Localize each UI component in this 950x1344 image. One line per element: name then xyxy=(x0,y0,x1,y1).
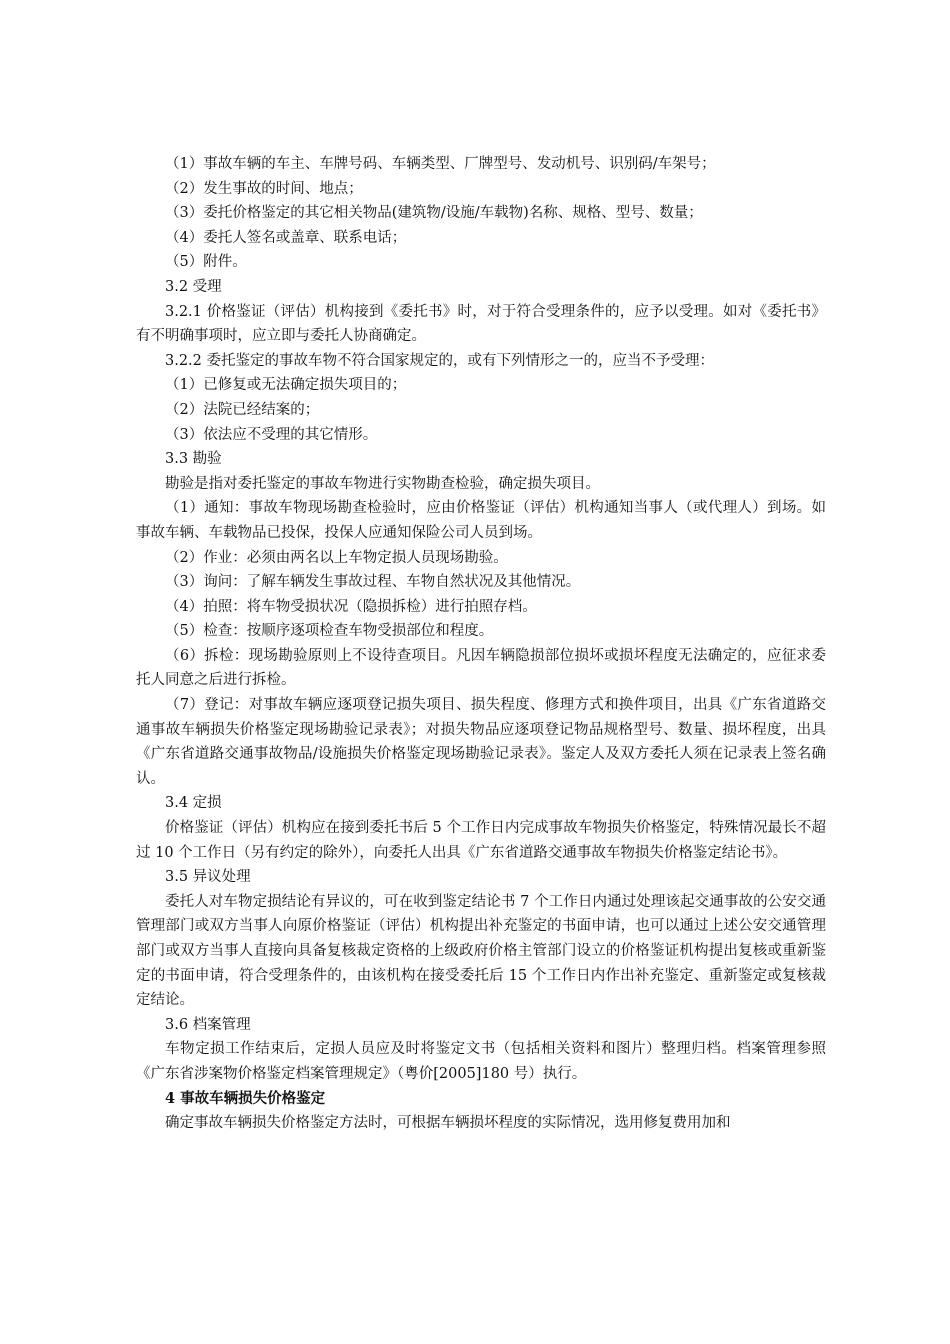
paragraph: （3）依法应不受理的其它情形。 xyxy=(165,426,378,443)
paragraph: 委托人对车物定损结论有异议的，可在收到鉴定结论书 7 个工作日内通过处理该起交通事故的公安交通管理部门或双方当事人向原价格鉴证（评估）机构提出补充鉴定的书面申请，也可以通过上述公安交通管理部门或双方当事人直接向具备复核裁定资格的上级政府价格主管部门设立的价格鉴证机构提出复核或重新鉴定的书面申请，符合受理条件的，由该机构在接受委托后 15 个工作日内作出补充鉴定、重新鉴定或复核裁定结论。 xyxy=(136,893,826,1009)
paragraph: （6）拆检：现场勘验原则上不设待查项目。凡因车辆隐损部位损坏或损坏程度无法确定的，应征求委托人同意之后进行拆检。 xyxy=(136,647,826,689)
paragraph: 确定事故车辆损失价格鉴定方法时，可根据车辆损坏程度的实际情况，选用修复费用加和 xyxy=(165,1115,731,1132)
section-heading: 3.4 定损 xyxy=(165,795,222,812)
paragraph: （2）法院已经结案的； xyxy=(165,401,320,418)
paragraph: 勘验是指对委托鉴定的事故车物进行实物勘查检验，确定损失项目。 xyxy=(165,475,600,492)
paragraph: （5）检查：按顺序逐项检查车物受损部位和程度。 xyxy=(165,623,494,640)
paragraph: （2）发生事故的时间、地点； xyxy=(165,180,363,197)
paragraph: （4）委托人签名或盖章、联系电话； xyxy=(165,229,407,246)
paragraph: 3.2.2 委托鉴定的事故车物不符合国家规定的，或有下列情形之一的，应当不予受理： xyxy=(165,352,715,369)
paragraph: （4）拍照：将车物受损状况（隐损拆检）进行拍照存档。 xyxy=(165,598,537,615)
document-page xyxy=(136,152,826,1136)
paragraph: （3）询问：了解车辆发生事故过程、车物自然状况及其他情况。 xyxy=(165,574,581,591)
paragraph: 车物定损工作结束后，定损人员应及时将鉴定文书（包括相关资料和图片）整理归档。档案管理参照《广东省涉案物价格鉴定档案管理规定》（粤价[2005]180 号）执行。 xyxy=(136,1041,826,1082)
chapter-heading: 4 事故车辆损失价格鉴定 xyxy=(165,1089,326,1107)
section-heading: 3.6 档案管理 xyxy=(165,1016,251,1033)
paragraph: （1）已修复或无法确定损失项目的； xyxy=(165,377,407,394)
paragraph: （3）委托价格鉴定的其它相关物品(建筑物/设施/车载物)名称、规格、型号、数量； xyxy=(165,205,703,222)
paragraph: （2）作业：必须由两名以上车物定损人员现场勘验。 xyxy=(165,549,508,566)
section-heading: 3.3 勘验 xyxy=(165,451,222,468)
section-heading: 3.2 受理 xyxy=(165,278,222,295)
section-heading: 3.5 异议处理 xyxy=(165,869,251,886)
paragraph: （5）附件。 xyxy=(165,254,247,271)
paragraph: （1）通知：事故车物现场勘查检验时，应由价格鉴证（评估）机构通知当事人（或代理人）到场。如事故车辆、车载物品已投保，投保人应通知保险公司人员到场。 xyxy=(136,500,826,541)
paragraph: 价格鉴证（评估）机构应在接到委托书后 5 个工作日内完成事故车物损失价格鉴定，特殊情况最长不超过 10 个工作日（另有约定的除外），向委托人出具《广东省道路交通事故车物损失价格鉴定结论书》。 xyxy=(136,820,826,861)
paragraph: （7）登记：对事故车辆应逐项登记损失项目、损失程度、修理方式和换件项目，出具《广东省道路交通事故车辆损失价格鉴定现场勘验记录表》；对损失物品应逐项登记物品规格型号、数量、损坏程度，出具《广东省道路交通事故物品/设施损失价格鉴定现场勘验记录表》。鉴定人及双方委托人须在记录表上签名确认。 xyxy=(136,697,826,787)
paragraph: 3.2.1 价格鉴证（评估）机构接到《委托书》时，对于符合受理条件的，应予以受理。如对《委托书》有不明确事项时，应立即与委托人协商确定。 xyxy=(136,303,826,345)
paragraph: （1）事故车辆的车主、车牌号码、车辆类型、厂牌型号、发动机号、识别码/车架号； xyxy=(165,156,716,172)
